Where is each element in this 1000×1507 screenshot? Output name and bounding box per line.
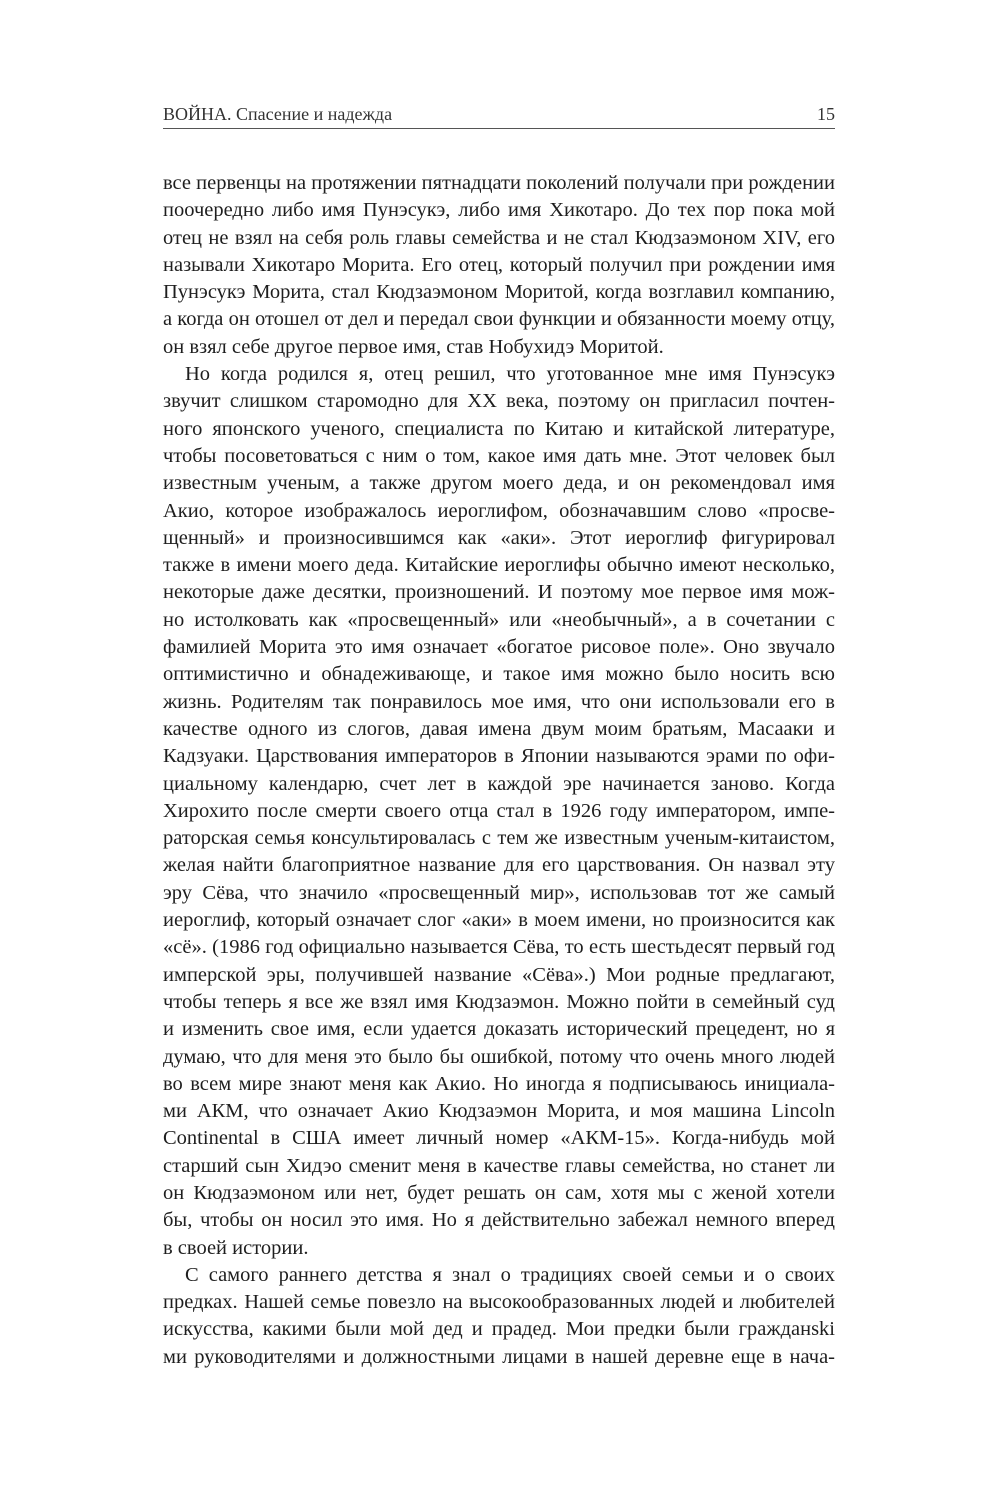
running-title: ВОЙНА. Спасение и надежда (163, 104, 393, 124)
text-line: жизнь. Родителям так понравилось мое имя, что они использовали его в (163, 690, 835, 713)
text-line: он взял себе другое первое имя, став Нобухидэ Моритой. (163, 335, 664, 358)
text-line: старший сын Хидэо сменит меня в качестве главы семейства, но станет ли (163, 1154, 835, 1177)
text-line: в своей истории. (163, 1236, 309, 1259)
running-header (163, 100, 835, 129)
paragraph (163, 1262, 835, 1371)
text-line: во всем мире знают меня как Акио. Но иногда я подписываюсь инициала- (163, 1072, 835, 1095)
paragraph (163, 361, 835, 1262)
text-line: называли Хикотаро Морита. Его отец, который получил при рождении имя (163, 253, 835, 276)
text-line: фамилией Морита это имя означает «богатое рисовое поле». Оно звучало (163, 636, 835, 659)
text-line: ми АКМ, что означает Акио Кюдзаэмон Морита, и моя машина Lincoln (163, 1100, 835, 1123)
text-line: предках. Нашей семье повезло на высокообразованных людей и любителей (163, 1291, 835, 1314)
text-line: он Кюдзаэмоном или нет, будет решать он сам, хотя мы с женой хотели (163, 1181, 835, 1204)
text-line: чтобы теперь я все же взял имя Кюдзаэмон. Можно пойти в семейный суд (163, 990, 835, 1013)
text-line: некоторые даже десятки, произношений. И поэтому мое первое имя мож- (163, 581, 835, 604)
text-line: Хирохито после смерти своего отца стал в 1926 году императором, импе- (163, 799, 835, 822)
text-line: ми руководителями и должностными лицами в нашей деревне еще в нача- (163, 1345, 835, 1368)
text-line: ного японского ученого, специалиста по Китаю и китайской литературе, (163, 417, 835, 440)
text-line: Но когда родился я, отец решил, что уготованное мне имя Пунэсукэ (185, 363, 835, 386)
text-line: щенный» и произносившимся как «аки». Этот иероглиф фигурировал (163, 526, 835, 549)
text-line: думаю, что для меня это было бы ошибкой, потому что очень много людей (163, 1045, 835, 1068)
text-line: оптимистично и обнадеживающе, и такое имя можно было носить всю (163, 663, 835, 686)
text-line: и изменить свое имя, если удается доказать исторический прецедент, но я (163, 1018, 835, 1041)
text-line: искусства, какими были мой дед и прадед. Мои предки были гражданski (163, 1318, 835, 1341)
page-body (163, 170, 835, 1371)
text-line: известным ученым, а также другом моего деда, и он рекомендовал имя (163, 472, 835, 495)
text-line: поочередно либо имя Пунэсукэ, либо имя Хикотаро. До тех пор пока мой (163, 199, 835, 222)
text-line: иероглиф, который означает слог «аки» в моем имени, но произносится как (163, 909, 835, 932)
text-line: Акио, которое изображалось иероглифом, обозначавшим слово «просве- (163, 499, 835, 522)
text-line: отец не взял на себя роль главы семейства и не стал Кюдзаэмоном XIV, его (163, 226, 835, 249)
text-line: желая найти благоприятное название для его царствования. Он назвал эту (163, 854, 835, 877)
text-line: также в имени моего деда. Китайские иероглифы обычно имеют несколько, (163, 554, 835, 577)
page-number: 15 (817, 104, 835, 124)
text-line: Пунэсукэ Морита, стал Кюдзаэмоном Моритой, когда возглавил компанию, (163, 281, 835, 304)
text-line: С самого раннего детства я знал о традициях своей семьи и о своих (185, 1263, 835, 1286)
text-line: циальному календарю, счет лет в каждой эре начинается заново. Когда (163, 772, 835, 795)
text-line: раторская семья консультировалась с тем же известным ученым-китаистом, (163, 827, 835, 850)
text-line: чтобы посоветоваться с ним о том, какое имя дать мне. Этот человек был (163, 444, 835, 467)
text-line: Continental в США имеет личный номер «АКМ-15». Когда-нибудь мой (163, 1127, 835, 1150)
text-line: имперской эры, получившей название «Сёва».) Мои родные предлагают, (163, 963, 835, 986)
text-line: эру Сёва, что значило «просвещенный мир», использовав тот же самый (163, 881, 835, 904)
text-line: звучит слишком старомодно для XX века, поэтому он пригласил почтен- (163, 390, 835, 413)
text-line: Кадзуаки. Царствования императоров в Японии называются эрами по офи- (163, 745, 835, 768)
paragraph (163, 170, 835, 361)
text-line: бы, чтобы он носил это имя. Но я действительно забежал немного вперед (163, 1209, 835, 1232)
text-line: «сё». (1986 год официально называется Сёва, то есть шестьдесят первый год (163, 936, 835, 959)
text-line: все первенцы на протяжении пятнадцати поколений получали при рождении (163, 172, 835, 194)
text-line: но истолковать как «просвещенный» или «необычный», а в сочетании с (163, 608, 835, 631)
text-line: а когда он отошел от дел и передал свои функции и обязанности моему отцу, (163, 308, 835, 331)
text-line: качестве одного из слогов, давая имена двум моим братьям, Масааки и (163, 717, 835, 740)
